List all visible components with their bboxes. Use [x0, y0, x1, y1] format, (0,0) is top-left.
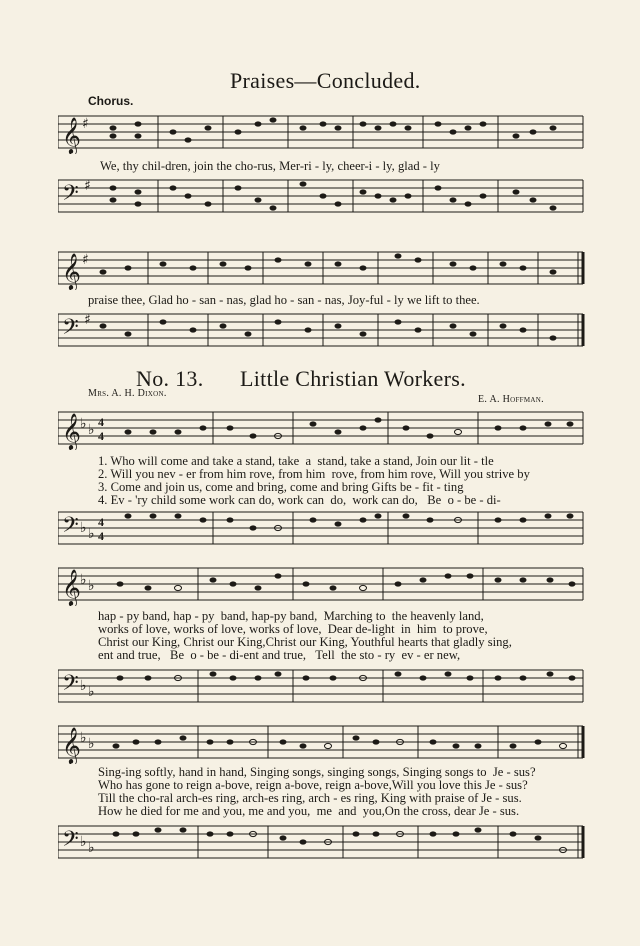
chorus-system-1-treble-staff [58, 108, 588, 154]
svg-text:♭: ♭ [80, 520, 87, 536]
hymn-s1-verse-3: 3. Come and join us, come and bring, come and bring Gifts be - fit - ting [98, 480, 464, 494]
chorus-system-2-treble-staff [58, 244, 588, 290]
svg-text:𝄢: 𝄢 [62, 827, 79, 857]
svg-text:♯: ♯ [84, 178, 91, 194]
hymn-system-1-bass-staff [58, 506, 588, 552]
svg-text:♭: ♭ [80, 572, 87, 588]
svg-text:𝄞: 𝄞 [62, 568, 81, 606]
hymn-s1-verse-4: 4. Ev - 'ry child some work can do, work can do, work can do, Be o - be - di- [98, 493, 501, 507]
svg-text:♭: ♭ [88, 578, 95, 594]
hymn-s2-verse-2: works of love, works of love, works of love, Dear de-light in him to prove, [98, 622, 488, 636]
svg-text:♭: ♭ [88, 736, 95, 752]
svg-text:♭: ♭ [80, 730, 87, 746]
svg-text:♯: ♯ [84, 312, 91, 328]
hymn-s1-verse-1: 1. Who will come and take a stand, take a stand, take a stand, Join our lit - tle [98, 454, 494, 468]
hymn-s2-verse-3: Christ our King, Christ our King,Christ our King, Youthful hearts that gladly sing, [98, 635, 512, 649]
svg-text:♭: ♭ [80, 678, 87, 694]
svg-text:𝄢: 𝄢 [62, 181, 79, 211]
hymn-system-2-treble-staff [58, 560, 588, 606]
hymn-number: No. 13. [136, 366, 204, 391]
svg-text:𝄢: 𝄢 [62, 315, 79, 345]
svg-text:♭: ♭ [88, 840, 95, 856]
svg-text:𝄞: 𝄞 [62, 116, 81, 154]
svg-text:4: 4 [98, 529, 104, 543]
svg-text:♭: ♭ [80, 834, 87, 850]
svg-text:♯: ♯ [82, 252, 89, 268]
hymn-music-author: E. A. Hoffman. [478, 394, 544, 405]
svg-text:4: 4 [98, 515, 104, 529]
hymn-s3-verse-3: Till the cho-ral arch-es ring, arch-es ring, arch - es ring, King with praise of Je - sus. [98, 791, 522, 805]
svg-text:♭: ♭ [88, 422, 95, 438]
svg-text:4: 4 [98, 415, 104, 429]
hymn-system-2-bass-staff [58, 664, 588, 710]
hymn-s2-verse-4: ent and true, Be o - be - di-ent and true, Tell the sto - ry ev - er new, [98, 648, 461, 662]
hymn-s2-verse-1: hap - py band, hap - py band, hap-py band, Marching to the heavenly land, [98, 609, 484, 623]
hymn-s3-verse-1: Sing-ing softly, hand in hand, Singing songs, singing songs, Singing songs to Je - sus? [98, 765, 536, 779]
chorus-system-2-bass-staff [58, 308, 588, 354]
hymn-title: Little Christian Workers. [240, 366, 466, 391]
svg-text:♯: ♯ [82, 116, 89, 132]
hymn-system-1-treble-staff [58, 404, 588, 450]
svg-text:4: 4 [98, 429, 104, 443]
svg-text:♭: ♭ [88, 526, 95, 542]
hymn-s3-verse-2: Who has gone to reign a-bove, reign a-bove, reign a-bove,Will you love this Je - sus? [98, 778, 528, 792]
svg-text:𝄢: 𝄢 [62, 671, 79, 701]
hymn-s1-verse-2: 2. Will you nev - er from him rove, from him rove, from him rove, Will you strive by [98, 467, 530, 481]
chorus-label: Chorus. [88, 94, 134, 108]
hymn-system-3-bass-staff [58, 820, 588, 866]
hymn-s3-verse-4: How he died for me and you, me and you, me and you,On the cross, dear Je - sus. [98, 804, 520, 818]
chorus-system-1-bass-staff [58, 174, 588, 220]
page-header-title: Praises—Concluded. [230, 68, 421, 93]
hymn-system-3-treble-staff [58, 718, 588, 764]
svg-text:𝄢: 𝄢 [62, 513, 79, 543]
svg-text:𝄞: 𝄞 [62, 726, 81, 764]
hymn-words-author: Mrs. A. H. Dixon. [88, 388, 167, 399]
svg-text:𝄞: 𝄞 [62, 252, 81, 290]
chorus-lyric-line-2: praise thee, Glad ho - san - nas, glad ho - san - nas, Joy-ful - ly we lift to thee. [88, 293, 480, 307]
svg-text:♭: ♭ [80, 416, 87, 432]
chorus-lyric-line-1: We, thy chil-dren, join the cho-rus, Mer-ri - ly, cheer-i - ly, glad - ly [100, 159, 440, 173]
svg-text:𝄞: 𝄞 [62, 412, 81, 450]
svg-text:♭: ♭ [88, 684, 95, 700]
